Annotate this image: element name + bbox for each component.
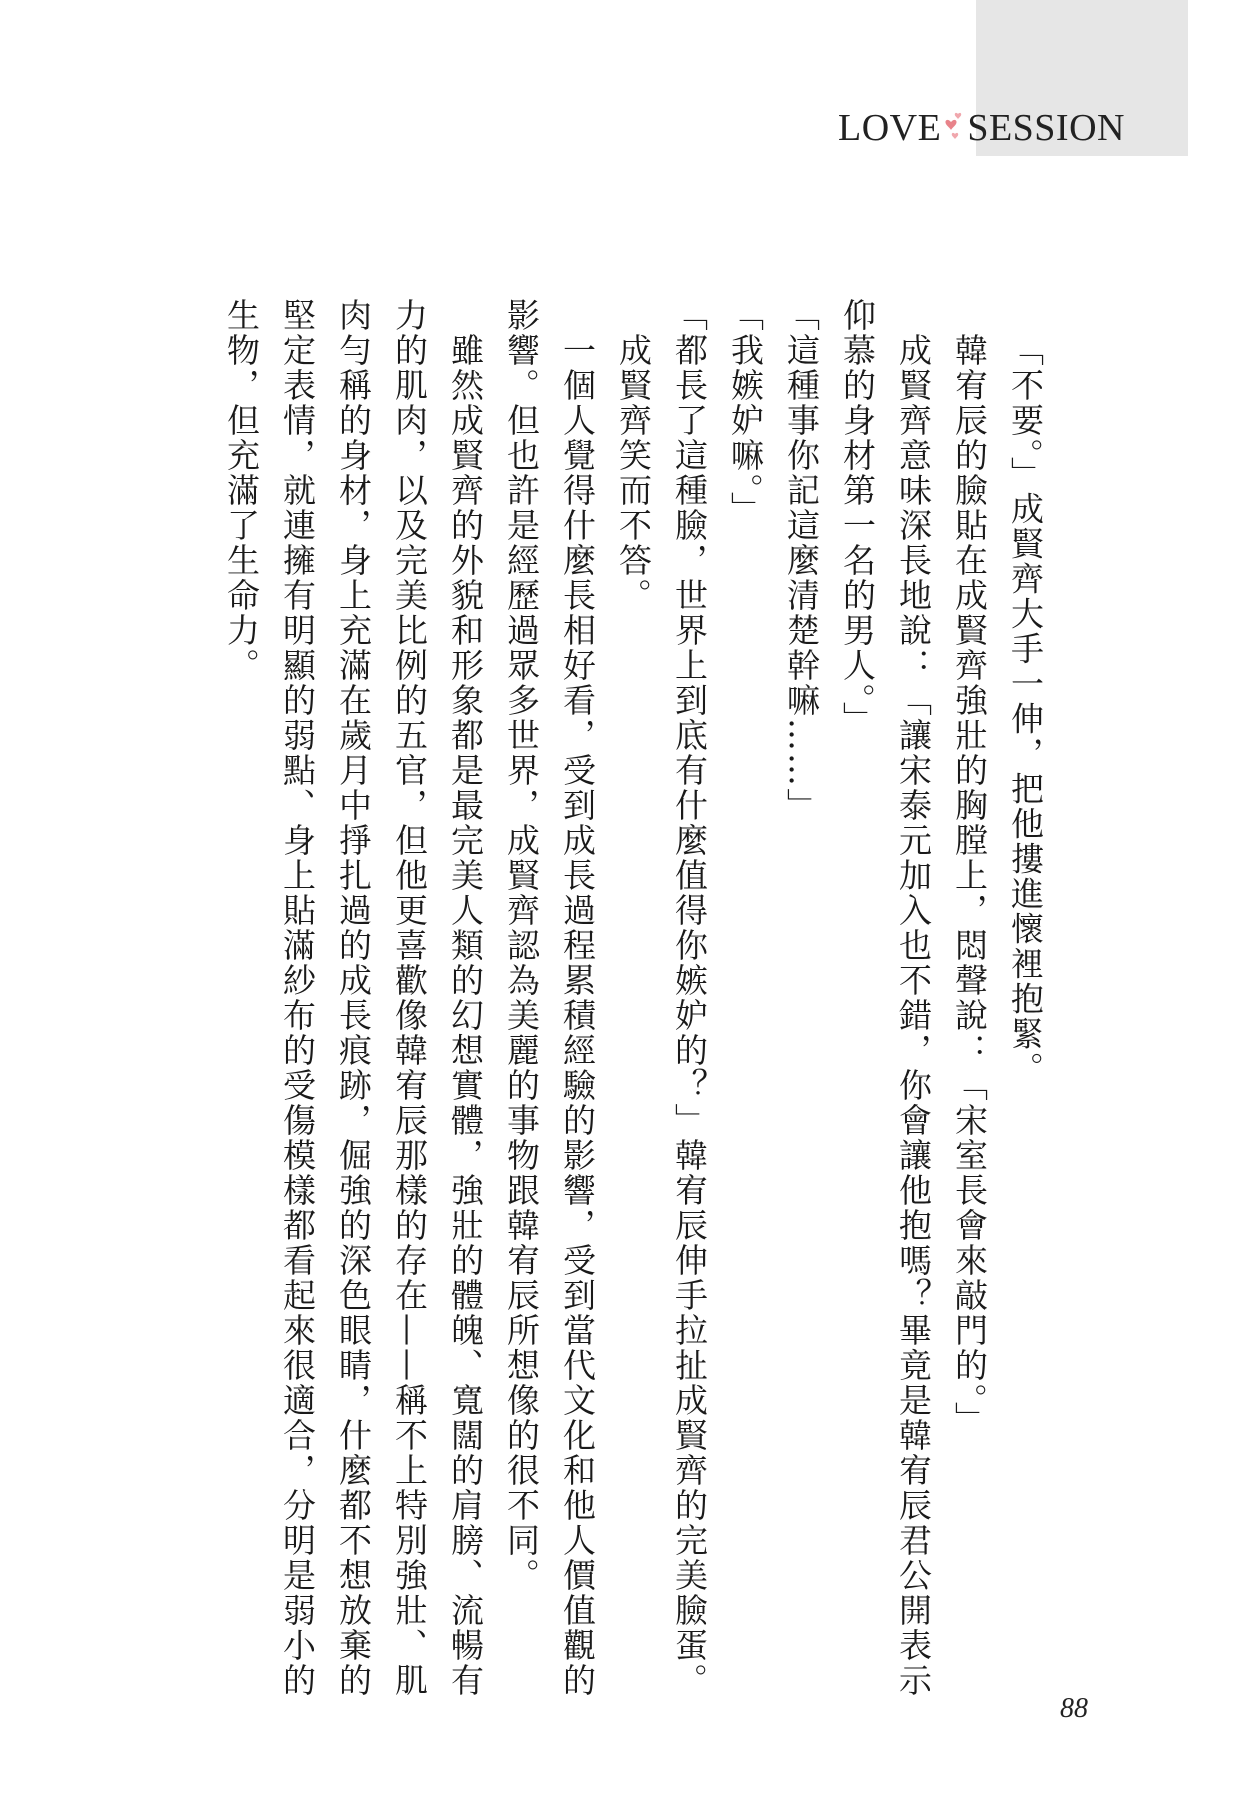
vertical-text-body [213, 298, 1053, 1718]
logo-text-love: LOVE [838, 107, 942, 149]
paragraph: 「不要。」成賢齊大手一伸，把他摟進懷裡抱緊。 [1006, 333, 1045, 1087]
heart-icon [943, 108, 965, 148]
paragraph: 「這種事你記這麼清楚幹嘛……」 [782, 298, 821, 823]
paragraph: 韓宥辰的臉貼在成賢齊強壯的胸膛上，悶聲說：「宋室長會來敲門的。」 [950, 333, 989, 1437]
logo-text-session: SESSION [967, 107, 1125, 149]
paragraph: 「都長了這種臉，世界上到底有什麼值得你嫉妒的？」韓宥辰伸手拉扯成賢齊的完美臉蛋。 [670, 298, 709, 1698]
paragraph: 「我嫉妒嘛。」 [726, 298, 765, 527]
page-number: 88 [1060, 1693, 1088, 1724]
paragraph: 成賢齊意味深長地說：「讓宋泰元加入也不錯，你會讓他抱嗎？畢竟是韓宥辰君公開表示仰慕的身材第一名的男人。」 [838, 298, 933, 1698]
paragraph: 雖然成賢齊的外貌和形象都是最完美人類的幻想實體，強壯的體魄、寬闊的肩膀、流暢有力的肌肉，以及完美比例的五官，但他更喜歡像韓宥辰那樣的存在——稱不上特別強壯、肌肉勻稱的身材，身上充滿在歲月中掙扎過的成長痕跡，倔強的深色眼睛，什麼都不想放棄的堅定表情，就連擁有明顯的弱點、身上貼滿紗布的受傷模樣都看起來很適合，分明是弱小的生物，但充滿了生命力。 [222, 298, 485, 1698]
series-logo [838, 104, 1125, 152]
paragraph: 成賢齊笑而不答。 [614, 333, 653, 613]
paragraph: 一個人覺得什麼長相好看，受到成長過程累積經驗的影響，受到當代文化和他人價值觀的影響。但也許是經歷過眾多世界，成賢齊認為美麗的事物跟韓宥辰所想像的很不同。 [502, 298, 597, 1698]
